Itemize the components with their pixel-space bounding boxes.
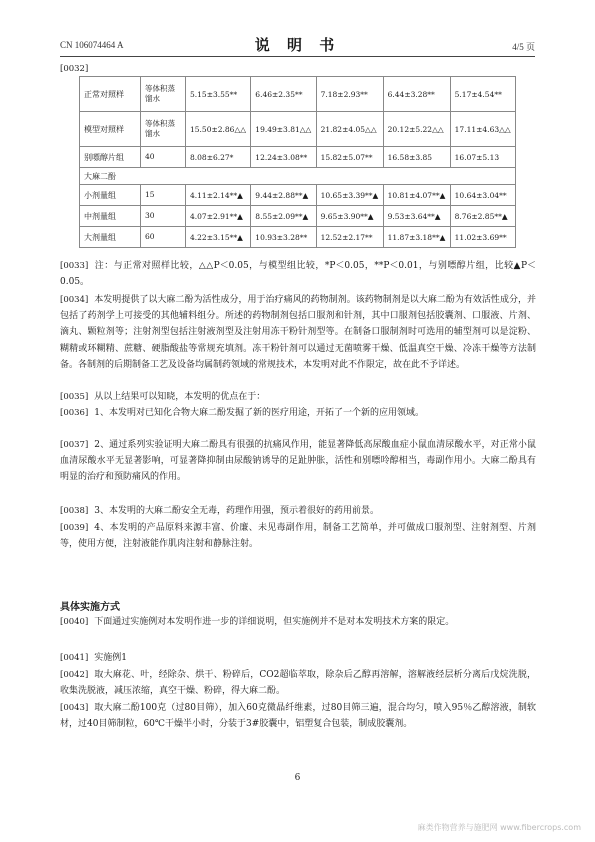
table-cell-value: 8.08±6.27* — [186, 147, 251, 168]
paragraph-tag: [0041] — [60, 653, 89, 663]
results-table — [79, 76, 516, 248]
table-cell-dose: 30 — [141, 206, 186, 227]
table-cell-value: 6.44±3.28** — [383, 77, 450, 112]
paragraph-tag-0032: [0032] — [60, 64, 89, 74]
watermark: 麻类作物营养与施肥网 www.fibercrops.com — [417, 823, 581, 832]
paragraph-text: 取大麻花、叶，经除杂、烘干、粉碎后，CO2超临萃取，除杂后乙醇再溶解，溶解液经层析分离后戊烷洗脱，收集洗脱液，减压浓缩，真空干燥、粉碎，得大麻二酚。 — [60, 670, 536, 697]
table-cell-value: 16.07±5.13 — [450, 147, 515, 168]
paragraph-0043 — [60, 700, 536, 732]
table-row — [80, 206, 516, 227]
table-cell-group: 别嘌醇片组 — [80, 147, 141, 168]
table-cell-dose: 40 — [141, 147, 186, 168]
table-row — [80, 77, 516, 112]
table-cell-value: 9.53±3.64**▲ — [383, 206, 450, 227]
paragraph-text: 1、本发明对已知化合物大麻二酚发掘了新的医疗用途，开拓了一个新的应用领域。 — [94, 408, 424, 418]
table-cell-value: 4.22±3.15**▲ — [186, 227, 251, 248]
paragraph-text: 2、通过系列实验证明大麻二酚具有很强的抗痛风作用，能显著降低高尿酸血症小鼠血清尿酸水平，对正常小鼠血清尿酸水平无显著影响，可显著降抑制由尿酸钠诱导的足趾肿胀，活性和别嘌呤醇相当，毒副作用小。大麻二酚具有明显的治疗和预防痛风的作用。 — [60, 440, 536, 483]
table-cell-value: 15.82±5.07** — [316, 147, 383, 168]
table-cell-value: 10.64±3.04** — [450, 185, 515, 206]
table-cell-value: 9.65±3.90**▲ — [316, 206, 383, 227]
paragraph-0039 — [60, 520, 536, 552]
table-cell-value: 10.93±3.28** — [251, 227, 316, 248]
table-cell-value: 12.52±2.17** — [316, 227, 383, 248]
paragraph-text: 3、本发明的大麻二酚安全无毒，药理作用强，预示着很好的药用前景。 — [94, 506, 379, 516]
paragraph-tag: [0040] — [60, 617, 89, 627]
table-cell-value: 10.81±4.07**▲ — [383, 185, 450, 206]
paragraph-text: 下面通过实施例对本发明作进一步的详细说明，但实施例并不是对本发明技术方案的限定。 — [94, 617, 455, 627]
table-cell-value: 7.18±2.93** — [316, 77, 383, 112]
table-cell-value: 5.17±4.54** — [450, 77, 515, 112]
table-cell-value: 19.49±3.81△△ — [251, 112, 316, 147]
paragraph-text: 4、本发明的产品原料来源丰富、价廉、未见毒副作用，制备工艺简单，并可做成口服剂型、注射剂型、片剂等，使用方便，注射液能作肌肉注射和静脉注射。 — [60, 523, 536, 550]
table-row — [80, 227, 516, 248]
table-cell-dose: 60 — [141, 227, 186, 248]
page-number: 6 — [294, 773, 301, 783]
table-row — [80, 168, 516, 185]
table-row — [80, 147, 516, 168]
paragraph-text: 本发明提供了以大麻二酚为活性成分，用于治疗痛风的药物制剂。该药物制剂是以大麻二酚为有效活性成分，并包括了药剂学上可接受的其他辅料组分。所述的药物制剂包括口服剂和针剂，其中口服剂包括胶囊剂、口服液、片剂、滴丸、颗粒剂等；注射剂型包括注射液剂型及注射用冻干粉针剂型等。在制备口服制剂时可选用的辅型剂可以是淀粉、糊精或环糊精、蔗糖、硬脂酸盐等常规充填剂。冻干粉针剂可以通过无菌喷雾干燥、低温真空干燥、冷冻干燥等方法制备。各制剂的后期制备工艺及设备均属制药领域的常规技术，本发明对此不作限定，故在此不予详述。 — [60, 295, 536, 370]
document-title: 说 明 书 — [254, 36, 341, 54]
paragraph-0034 — [60, 292, 536, 373]
table-cell-value: 17.11±4.63△△ — [450, 112, 515, 147]
table-cell-group: 中剂量组 — [80, 206, 141, 227]
paragraph-0033 — [60, 258, 536, 290]
paragraph-tag: [0033] — [60, 261, 89, 271]
table-cell-value: 11.02±3.69** — [450, 227, 515, 248]
paragraph-text: 取大麻二酚100克（过80目筛），加入60克微晶纤维素，过80目筛三遍，混合均匀，喷入95％乙醇溶液，制软材，过40目筛制粒，60℃干燥半小时，分装于3#胶囊中，铝塑复合包装，制成胶囊剂。 — [60, 703, 536, 730]
table-row — [80, 112, 516, 147]
paragraph-text: 实施例1 — [94, 653, 127, 663]
table-cell-value: 20.12±5.22△△ — [383, 112, 450, 147]
table-row — [80, 185, 516, 206]
paragraph-0035 — [60, 389, 536, 405]
paragraph-0038 — [60, 503, 536, 519]
patent-number: CN 106074464 A — [60, 40, 124, 50]
paragraph-tag: [0037] — [60, 440, 89, 450]
table-cell-value: 8.76±2.85**▲ — [450, 206, 515, 227]
paragraph-tag: [0035] — [60, 392, 89, 402]
table-cell-dose: 等体积蒸馏水 — [141, 112, 186, 147]
table-cell-value: 10.65±3.39**▲ — [316, 185, 383, 206]
paragraph-tag: [0034] — [60, 295, 89, 305]
table-cell-value: 4.11±2.14**▲ — [186, 185, 251, 206]
table-cell-value: 5.15±3.55** — [186, 77, 251, 112]
table-cell-group: 模型对照样 — [80, 112, 141, 147]
table-cell-value: 11.87±3.18**▲ — [383, 227, 450, 248]
paragraph-0040 — [60, 614, 536, 630]
table-cell-group: 小剂量组 — [80, 185, 141, 206]
paragraph-0036 — [60, 405, 536, 421]
table-cell-value: 6.46±2.35** — [251, 77, 316, 112]
paragraph-tag: [0039] — [60, 523, 89, 533]
page-header — [60, 36, 535, 57]
paragraph-text: 注：与正常对照样比较，△△P＜0.05，与模型组比较，*P＜0.05，**P＜0.01，与别嘌醇片组，比较▲P＜0.05。 — [60, 261, 536, 288]
table-cell-dose: 等体积蒸馏水 — [141, 77, 186, 112]
table-cell-value: 4.07±2.91**▲ — [186, 206, 251, 227]
table-cell-value: 15.50±2.86△△ — [186, 112, 251, 147]
table-cell-value: 16.58±3.85 — [383, 147, 450, 168]
paragraph-tag: [0036] — [60, 408, 89, 418]
paragraph-tag: [0042] — [60, 670, 89, 680]
table-cell-value: 12.24±3.08** — [251, 147, 316, 168]
section-title: 具体实施方式 — [60, 602, 120, 613]
paragraph-tag: [0043] — [60, 703, 89, 713]
table-cell-value: 21.82±4.05△△ — [316, 112, 383, 147]
page-indicator: 4/5 页 — [512, 42, 535, 52]
table-cell-group: 大剂量组 — [80, 227, 141, 248]
table-cell-value: 9.44±2.88**▲ — [251, 185, 316, 206]
paragraph-text: 从以上结果可以知晓，本发明的优点在于： — [94, 392, 266, 402]
paragraph-0041 — [60, 650, 536, 666]
table-cell-dose: 15 — [141, 185, 186, 206]
table-cell-group: 大麻二酚 — [80, 168, 516, 185]
paragraph-0037 — [60, 437, 536, 486]
paragraph-tag: [0038] — [60, 506, 89, 516]
table-cell-group: 正常对照样 — [80, 77, 141, 112]
paragraph-0042 — [60, 667, 536, 699]
table-cell-value: 8.55±2.09**▲ — [251, 206, 316, 227]
